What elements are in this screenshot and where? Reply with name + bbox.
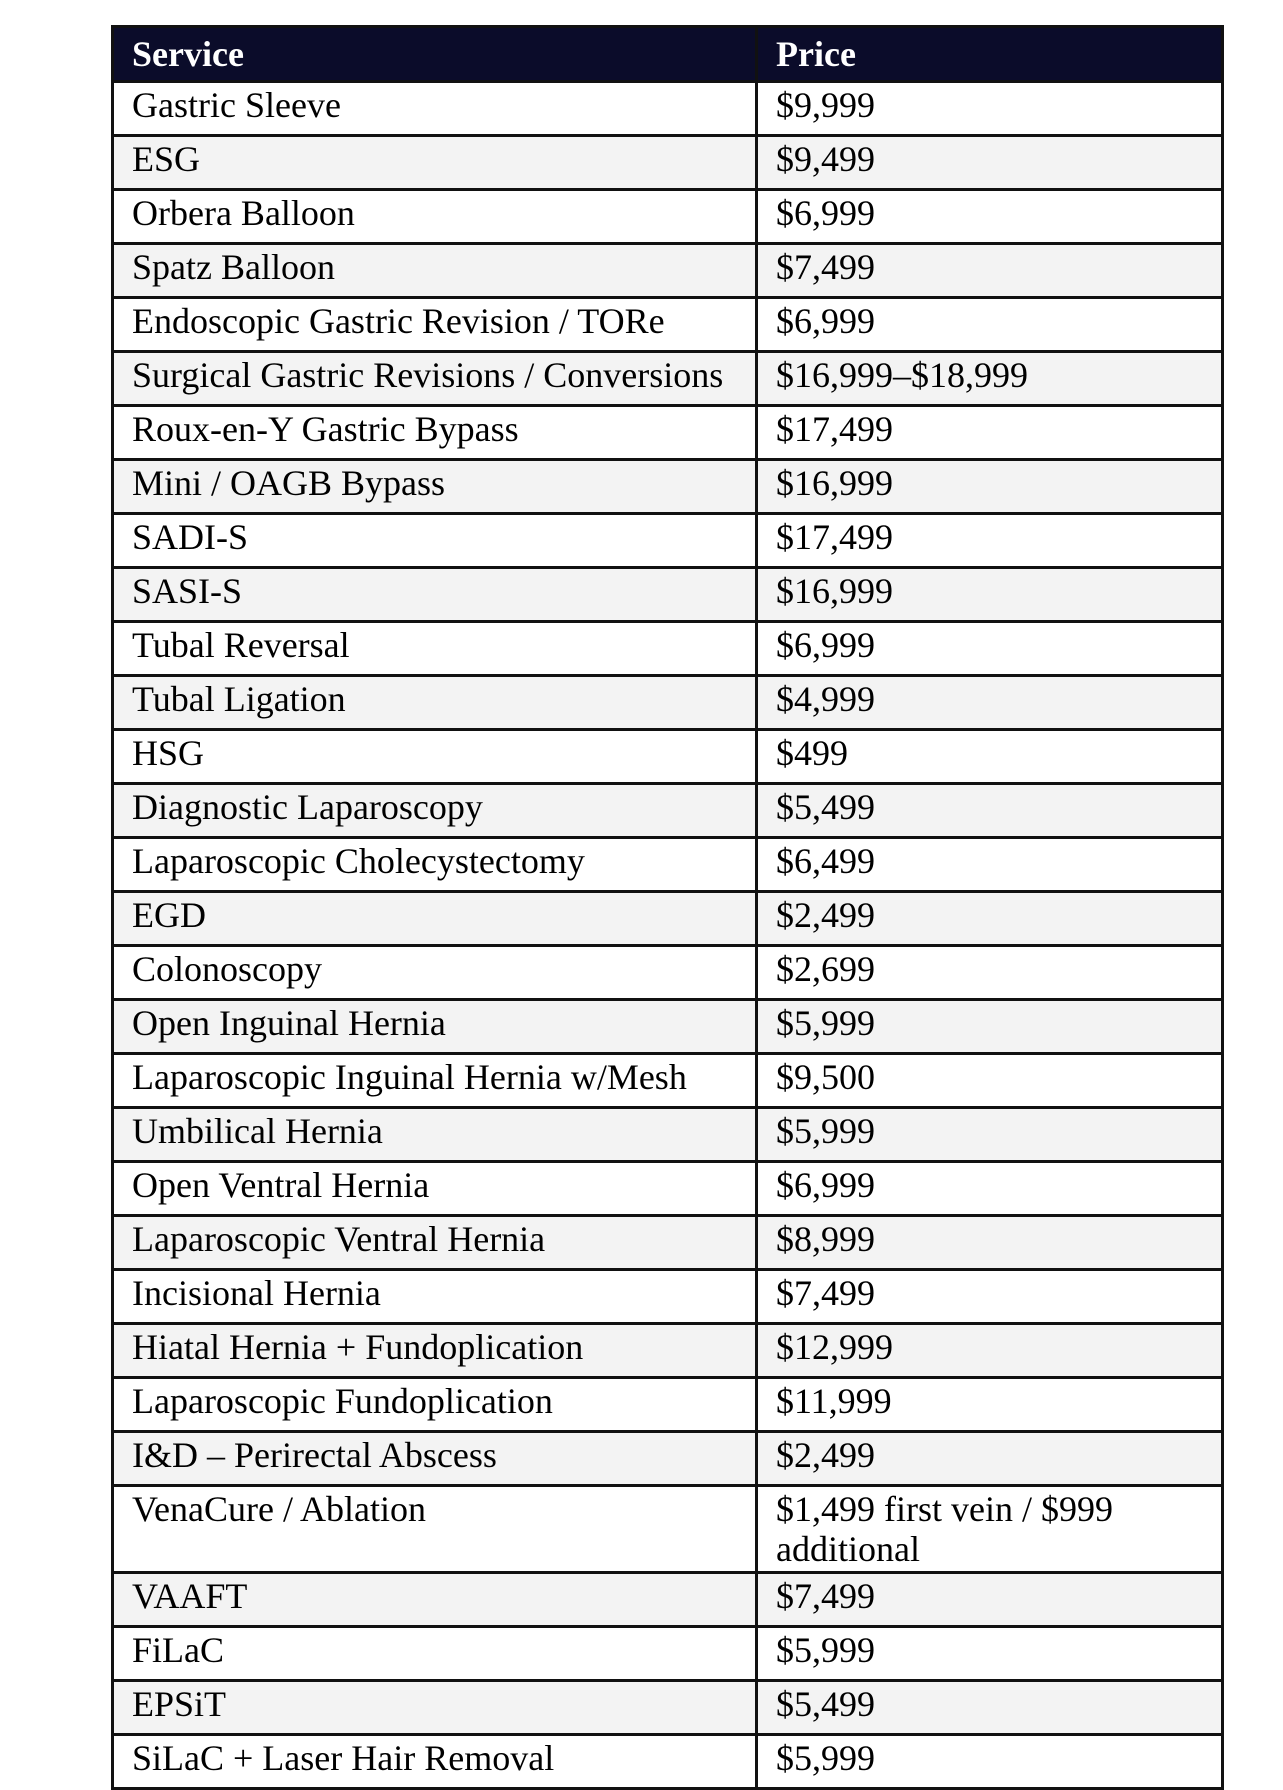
service-cell: SADI-S <box>113 514 757 568</box>
price-cell: $4,999 <box>757 676 1223 730</box>
price-cell: $9,500 <box>757 1054 1223 1108</box>
price-cell: $17,499 <box>757 406 1223 460</box>
table-row <box>113 1000 1223 1054</box>
table-row <box>113 352 1223 406</box>
service-column-header: Service <box>113 27 757 82</box>
price-cell: $11,999 <box>757 1378 1223 1432</box>
service-cell: Open Inguinal Hernia <box>113 1000 757 1054</box>
service-cell: Gastric Sleeve <box>113 82 757 136</box>
service-cell: Open Ventral Hernia <box>113 1162 757 1216</box>
table-row <box>113 838 1223 892</box>
table-row <box>113 730 1223 784</box>
service-cell: Orbera Balloon <box>113 190 757 244</box>
price-cell: $5,999 <box>757 1000 1223 1054</box>
table-row <box>113 1162 1223 1216</box>
table-row <box>113 136 1223 190</box>
price-cell: $12,999 <box>757 1324 1223 1378</box>
price-cell: $2,499 <box>757 892 1223 946</box>
table-row <box>113 1572 1223 1626</box>
price-cell: $6,999 <box>757 298 1223 352</box>
price-cell: $9,499 <box>757 136 1223 190</box>
service-cell: Laparoscopic Cholecystectomy <box>113 838 757 892</box>
service-cell: ESG <box>113 136 757 190</box>
table-row <box>113 514 1223 568</box>
table-row <box>113 1432 1223 1486</box>
price-cell: $5,999 <box>757 1108 1223 1162</box>
price-column-header: Price <box>757 27 1223 82</box>
price-cell: $7,499 <box>757 1572 1223 1626</box>
table-row <box>113 460 1223 514</box>
service-cell: Tubal Reversal <box>113 622 757 676</box>
table-row <box>113 298 1223 352</box>
price-cell: $5,999 <box>757 1626 1223 1680</box>
service-cell: Umbilical Hernia <box>113 1108 757 1162</box>
table-row <box>113 676 1223 730</box>
table-row <box>113 82 1223 136</box>
price-cell: $6,999 <box>757 1162 1223 1216</box>
table-row <box>113 1324 1223 1378</box>
price-cell: $2,499 <box>757 1432 1223 1486</box>
table-row <box>113 1108 1223 1162</box>
table-row <box>113 406 1223 460</box>
service-cell: Surgical Gastric Revisions / Conversions <box>113 352 757 406</box>
service-cell: SASI-S <box>113 568 757 622</box>
price-cell: $499 <box>757 730 1223 784</box>
table-row <box>113 1734 1223 1788</box>
price-cell: $5,999 <box>757 1734 1223 1788</box>
service-cell: Incisional Hernia <box>113 1270 757 1324</box>
service-cell: Laparoscopic Ventral Hernia <box>113 1216 757 1270</box>
price-cell: $5,499 <box>757 784 1223 838</box>
service-cell: VenaCure / Ablation <box>113 1486 757 1573</box>
service-cell: Tubal Ligation <box>113 676 757 730</box>
service-cell: Laparoscopic Fundoplication <box>113 1378 757 1432</box>
price-cell: $7,499 <box>757 244 1223 298</box>
price-cell: $2,699 <box>757 946 1223 1000</box>
service-cell: Mini / OAGB Bypass <box>113 460 757 514</box>
price-cell: $16,999 <box>757 568 1223 622</box>
price-cell: $8,999 <box>757 1216 1223 1270</box>
price-cell: $16,999 <box>757 460 1223 514</box>
service-cell: I&D – Perirectal Abscess <box>113 1432 757 1486</box>
service-cell: Hiatal Hernia + Fundoplication <box>113 1324 757 1378</box>
service-cell: Roux-en-Y Gastric Bypass <box>113 406 757 460</box>
price-cell: $9,999 <box>757 82 1223 136</box>
price-cell: $7,499 <box>757 1270 1223 1324</box>
table-row <box>113 946 1223 1000</box>
service-cell: SiLaC + Laser Hair Removal <box>113 1734 757 1788</box>
price-cell: $6,999 <box>757 622 1223 676</box>
service-cell: HSG <box>113 730 757 784</box>
service-cell: Endoscopic Gastric Revision / TORe <box>113 298 757 352</box>
table-row <box>113 190 1223 244</box>
table-body <box>113 82 1223 1789</box>
service-cell: EPSiT <box>113 1680 757 1734</box>
table-row <box>113 784 1223 838</box>
table-row <box>113 1486 1223 1573</box>
price-cell: $6,999 <box>757 190 1223 244</box>
table-row <box>113 1054 1223 1108</box>
service-cell: Colonoscopy <box>113 946 757 1000</box>
table-header <box>113 27 1223 82</box>
price-cell: $6,499 <box>757 838 1223 892</box>
table-row <box>113 1626 1223 1680</box>
table-row <box>113 1378 1223 1432</box>
price-cell: $1,499 first vein / $999 additional <box>757 1486 1223 1573</box>
table-row <box>113 1680 1223 1734</box>
table-row <box>113 568 1223 622</box>
price-cell: $17,499 <box>757 514 1223 568</box>
service-cell: Diagnostic Laparoscopy <box>113 784 757 838</box>
table-row <box>113 892 1223 946</box>
price-cell: $5,499 <box>757 1680 1223 1734</box>
table-row <box>113 622 1223 676</box>
table-row <box>113 1270 1223 1324</box>
service-cell: Spatz Balloon <box>113 244 757 298</box>
service-cell: FiLaC <box>113 1626 757 1680</box>
service-cell: VAAFT <box>113 1572 757 1626</box>
table-row <box>113 244 1223 298</box>
header-row <box>113 27 1223 82</box>
service-cell: Laparoscopic Inguinal Hernia w/Mesh <box>113 1054 757 1108</box>
table-row <box>113 1216 1223 1270</box>
price-cell: $16,999–$18,999 <box>757 352 1223 406</box>
service-cell: EGD <box>113 892 757 946</box>
price-table <box>111 25 1224 1790</box>
